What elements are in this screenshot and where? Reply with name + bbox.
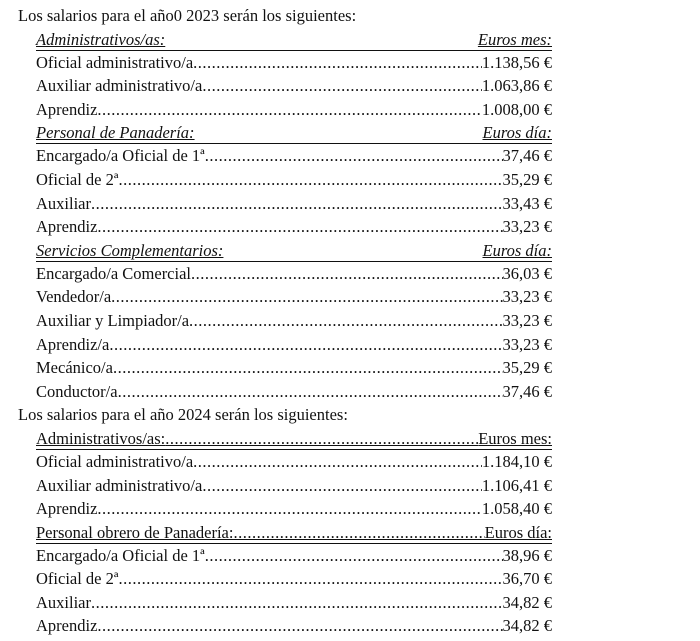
salary-row (36, 144, 552, 168)
job-title: Auxiliar y Limpiador/a (36, 310, 190, 330)
job-title: Oficial de 2ª (36, 169, 119, 189)
dot-leader (118, 380, 503, 404)
dot-leader (97, 614, 502, 638)
dot-leader (223, 239, 482, 261)
group-header (36, 521, 552, 544)
group-title: Personal obrero de Panadería: (36, 522, 234, 542)
salary-row (36, 262, 552, 286)
job-title: Aprendiz (36, 217, 98, 237)
job-title: Mecánico/a (36, 358, 113, 378)
group-header (36, 121, 552, 144)
section-title: Los salarios para el año0 2023 serán los siguientes: (18, 6, 357, 25)
salary-row (36, 51, 552, 75)
group-title: Servicios Complementarios: (36, 240, 224, 260)
salary-value: 36,70 € (502, 569, 552, 589)
job-title: Auxiliar administrativo/a (36, 475, 203, 495)
group-title: Administrativos/as: (36, 29, 166, 49)
dot-leader (111, 285, 502, 309)
dot-leader (113, 356, 503, 380)
salary-value: 37,46 € (502, 146, 552, 166)
salary-value: 33,43 € (502, 193, 552, 213)
salary-row (36, 614, 552, 638)
salary-row (36, 567, 552, 591)
salary-value: 33,23 € (502, 287, 552, 307)
salary-value: 38,96 € (502, 545, 552, 565)
salary-value: 33,23 € (502, 217, 552, 237)
salary-row (36, 168, 552, 192)
dot-leader (202, 474, 482, 498)
group-header (36, 28, 552, 51)
job-title: Aprendiz (36, 99, 98, 119)
dot-leader (91, 192, 503, 216)
salary-value: 35,29 € (502, 169, 552, 189)
salary-row (36, 591, 552, 615)
salary-value: 1.063,86 € (481, 76, 552, 96)
dot-leader (202, 74, 482, 98)
dot-leader (165, 28, 478, 50)
job-title: Aprendiz/a (36, 334, 110, 354)
salary-row (36, 333, 552, 357)
salary-row (36, 309, 552, 333)
job-title: Auxiliar (36, 193, 91, 213)
dot-leader (97, 215, 502, 239)
group-title: Personal de Panadería: (36, 123, 195, 143)
job-title: Oficial de 2ª (36, 569, 119, 589)
job-title: Auxiliar administrativo/a (36, 76, 203, 96)
dot-leader (118, 567, 502, 591)
job-title: Oficial administrativo/a (36, 52, 194, 72)
salary-value: 37,46 € (502, 381, 552, 401)
dot-leader (233, 521, 484, 543)
job-title: Aprendiz (36, 616, 98, 636)
unit-label: Euros día: (484, 522, 552, 542)
salary-row (36, 74, 552, 98)
dot-leader (193, 450, 482, 474)
unit-label: Euros mes: (477, 29, 552, 49)
job-title: Encargado/a Oficial de 1ª (36, 545, 205, 565)
dot-leader (191, 262, 502, 286)
salary-row (36, 98, 552, 122)
salary-value: 1.184,10 € (481, 451, 552, 471)
salary-value: 35,29 € (502, 358, 552, 378)
group-title: Administrativos/as: (36, 428, 166, 448)
job-title: Vendedor/a (36, 287, 112, 307)
dot-leader (193, 51, 482, 75)
dot-leader (205, 544, 503, 568)
salary-row (36, 380, 552, 404)
dot-leader (165, 427, 478, 449)
salary-value: 1.138,56 € (481, 52, 552, 72)
dot-leader (205, 144, 503, 168)
dot-leader (91, 591, 503, 615)
salary-row (36, 450, 552, 474)
job-title: Oficial administrativo/a (36, 451, 194, 471)
salary-value: 33,23 € (502, 310, 552, 330)
salary-value: 34,82 € (502, 592, 552, 612)
dot-leader (109, 333, 502, 357)
job-title: Auxiliar (36, 592, 91, 612)
group-header (36, 239, 552, 262)
unit-label: Euros día: (482, 123, 552, 143)
salary-value: 1.058,40 € (481, 499, 552, 519)
job-title: Encargado/a Oficial de 1ª (36, 146, 205, 166)
dot-leader (189, 309, 502, 333)
salary-row (36, 356, 552, 380)
salary-document (18, 4, 558, 638)
salary-value: 33,23 € (502, 334, 552, 354)
dot-leader (97, 497, 481, 521)
unit-label: Euros mes: (478, 428, 552, 448)
job-title: Conductor/a (36, 381, 118, 401)
salary-value: 34,82 € (502, 616, 552, 636)
salary-row (36, 285, 552, 309)
dot-leader (195, 121, 483, 143)
salary-row (36, 192, 552, 216)
salary-row (36, 544, 552, 568)
section-title: Los salarios para el año 2024 serán los siguientes: (18, 405, 348, 425)
salary-row (36, 215, 552, 239)
dot-leader (97, 98, 481, 122)
salary-value: 1.008,00 € (481, 99, 552, 119)
dot-leader (118, 168, 502, 192)
salary-row (36, 474, 552, 498)
group-header (36, 427, 552, 450)
job-title: Encargado/a Comercial (36, 263, 192, 283)
unit-label: Euros día: (482, 240, 552, 260)
salary-row (36, 497, 552, 521)
salary-value: 36,03 € (502, 263, 552, 283)
salary-value: 1.106,41 € (481, 475, 552, 495)
job-title: Aprendiz (36, 499, 98, 519)
